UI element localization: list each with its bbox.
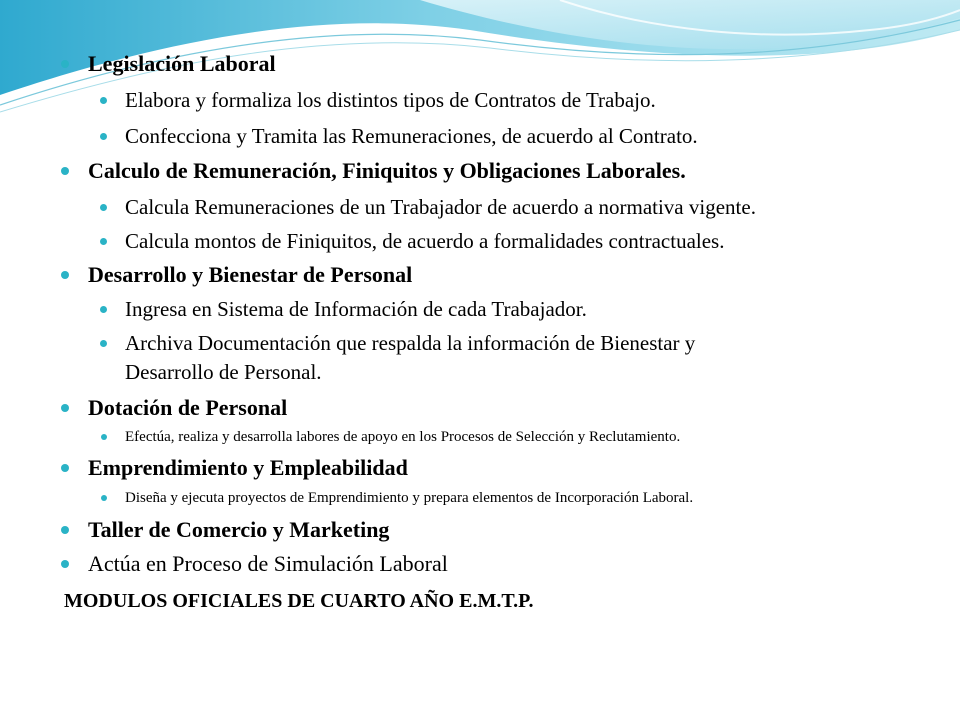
- bullet-icon: [100, 306, 107, 313]
- bullet-icon: [101, 434, 107, 440]
- bullet-icon: [61, 404, 69, 412]
- list-item: Calcula Remuneraciones de un Trabajador de acuerdo a normativa vigente.: [125, 193, 756, 222]
- section-title-dotacion: Dotación de Personal: [88, 395, 287, 421]
- list-item: Calcula montos de Finiquitos, de acuerdo a formalidades contractuales.: [125, 227, 724, 256]
- bullet-icon: [100, 340, 107, 347]
- list-item: Diseña y ejecuta proyectos de Emprendimiento y prepara elementos de Incorporación Laboral.: [125, 489, 693, 507]
- section-title-desarrollo: Desarrollo y Bienestar de Personal: [88, 262, 412, 288]
- list-item-continuation: Desarrollo de Personal.: [125, 360, 322, 384]
- list-item: Ingresa en Sistema de Información de cada Trabajador.: [125, 295, 587, 324]
- bullet-icon: [100, 97, 107, 104]
- list-item: Confecciona y Tramita las Remuneraciones, de acuerdo al Contrato.: [125, 122, 698, 151]
- bullet-icon: [100, 238, 107, 245]
- section-title-taller: Taller de Comercio y Marketing: [88, 517, 389, 543]
- bullet-icon: [100, 133, 107, 140]
- list-item: Efectúa, realiza y desarrolla labores de apoyo en los Procesos de Selección y Reclutamiento.: [125, 428, 680, 446]
- bullet-icon: [61, 60, 69, 68]
- bullet-icon: [61, 464, 69, 472]
- section-title-remuneracion: Calculo de Remuneración, Finiquitos y Obligaciones Laborales.: [88, 158, 686, 184]
- bullet-icon: [61, 560, 69, 568]
- slide-footer-title: MODULOS OFICIALES DE CUARTO AÑO E.M.T.P.: [64, 590, 534, 612]
- list-item: Archiva Documentación que respalda la información de Bienestar y: [125, 329, 695, 358]
- bullet-icon: [101, 495, 107, 501]
- bullet-icon: [61, 271, 69, 279]
- section-title-legislacion: Legislación Laboral: [88, 51, 276, 77]
- bullet-icon: [61, 167, 69, 175]
- section-title-simulacion: Actúa en Proceso de Simulación Laboral: [88, 551, 448, 577]
- section-title-emprendimiento: Emprendimiento y Empleabilidad: [88, 455, 408, 481]
- bullet-icon: [61, 526, 69, 534]
- bullet-icon: [100, 204, 107, 211]
- list-item: Elabora y formaliza los distintos tipos de Contratos de Trabajo.: [125, 86, 656, 115]
